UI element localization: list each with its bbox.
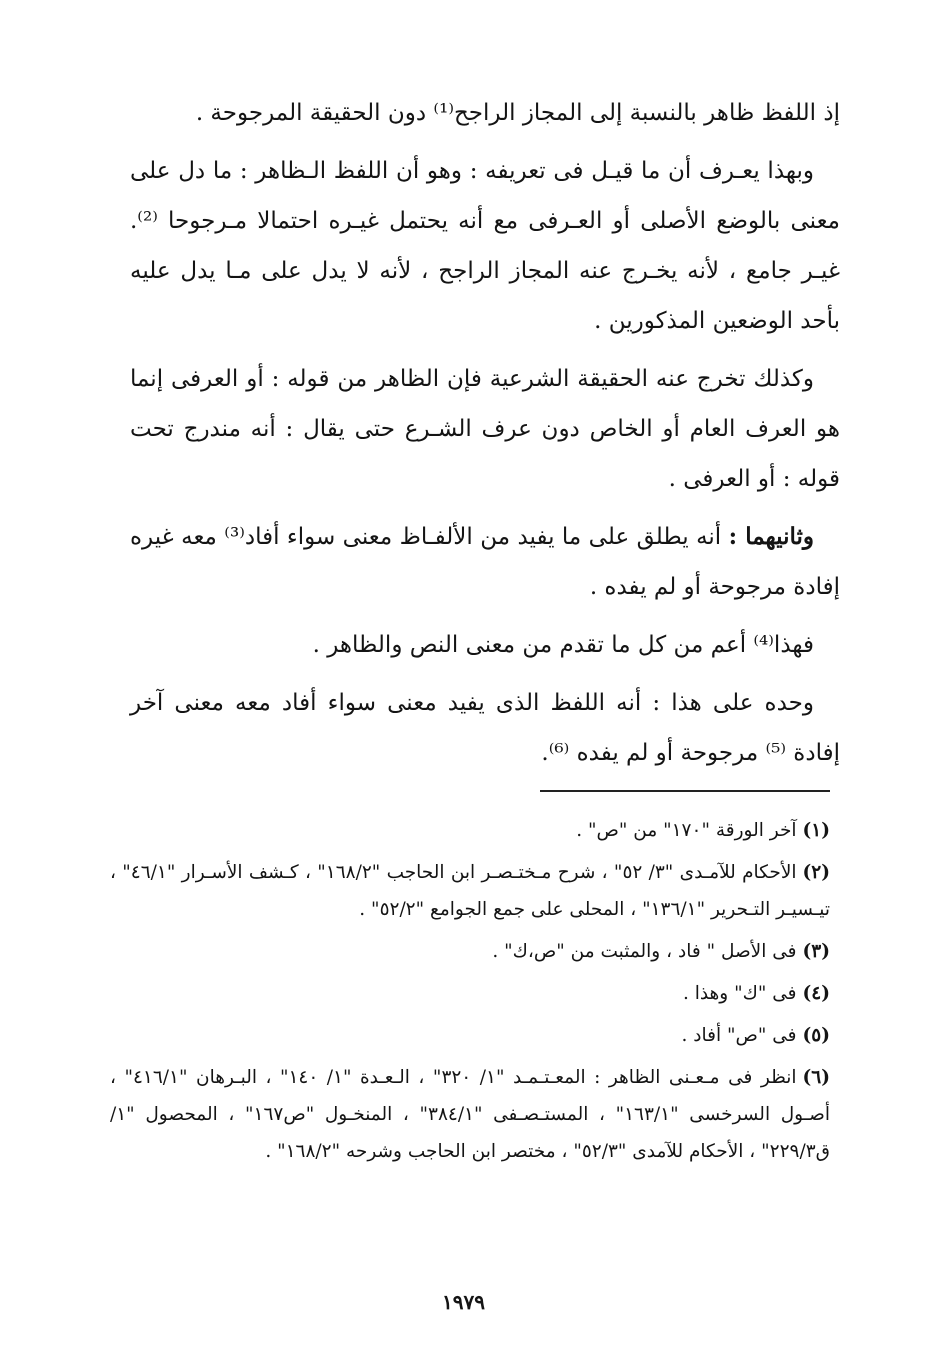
footnotes: [110, 812, 830, 1175]
footnote-number: (٥): [802, 1025, 830, 1046]
footnote-text: انظر فى مـعـنى الظاهر : المعـتـمـد "١/ ٣٢٠" ، الـعـدة "١/ ١٤٠" ، البـرهان "٤١٦/١" ، أصـول السرخسى "١٦٣/١" ، المستـصـفى "٣٨٤/١" ، المنخـول "ص١٦٧" ، المحصول "١/ق٢٢٩/٣" ، الأحكام للآمدى "٥٢/٣" ، مختصر ابن الحاجب وشرحه "١٦٨/٢" .: [110, 1067, 830, 1162]
footnote-3: [110, 933, 830, 970]
paragraph-4: [130, 512, 840, 612]
footnote-text: فى "ص" أفاد .: [681, 1025, 797, 1046]
footnote-separator: [540, 790, 830, 792]
footnote-text: فى الأصل " فاد ، والمثبت من "ص،ك" .: [492, 941, 797, 962]
main-text: [130, 88, 840, 786]
paragraph-4-lead: وثانيهما :: [728, 523, 814, 550]
page-number: ١٩٧٩: [442, 1290, 485, 1314]
footnote-number: (٣): [802, 941, 830, 962]
paragraph-5: فهذا⁽⁴⁾ أعم من كل ما تقدم من معنى النص والظاهر .: [312, 632, 814, 658]
paragraph-1: إذ اللفظ ظاهر بالنسبة إلى المجاز الراجح⁽¹⁾ دون الحقيقة المرجوحة .: [195, 100, 840, 126]
footnote-6: [110, 1059, 830, 1170]
footnote-number: (٤): [802, 983, 830, 1004]
footnote-text: الأحكام للآمـدى "٣/ ٥٢" ، شرح مـختـصـر ابن الحاجب "١٦٨/٢" ، كـشف الأسـرار "٤٦/١" ، تيـسيـر التـحرير "١٣٦/١" ، المحلى على جمع الجوامع "٥٢/٢" .: [110, 862, 830, 920]
footnote-number: (٢): [802, 862, 830, 883]
footnote-1: [110, 812, 830, 849]
footnote-text: فى "ك" وهذا .: [682, 983, 797, 1004]
paragraph-6: وحده على هذا : أنه اللفظ الذى يفيد معنى سواء أفاد معه معنى آخر إفادة ⁽⁵⁾ مرجوحة أو لم يفده ⁽⁶⁾.: [130, 690, 840, 766]
paragraph-3: وكذلك تخرج عنه الحقيقة الشرعية فإن الظاهر من قوله : أو العرفى إنما هو العرف العام أو الخاص دون عرف الشـرع حتى يقال : أنه مندرج تحت قوله : أو العرفى .: [130, 366, 840, 492]
footnote-4: [110, 975, 830, 1012]
footnote-number: (١): [802, 820, 830, 841]
footnote-2: [110, 854, 830, 928]
footnote-5: [110, 1017, 830, 1054]
footnote-text: آخر الورقة "١٧٠" من "ص" .: [576, 820, 797, 841]
paragraph-2: وبهذا يعـرف أن ما قيـل فى تعريفه : وهو أن اللفظ الـظاهر : ما دل على معنى بالوضع الأصلى أو العـرفى مع أنه يحتمل غيـره احتمالا مـرجوحا ⁽²⁾. غيـر جامع ، لأنه يخـرج عنه المجاز الراجح ، لأنه لا يدل على مـا يدل عليه بأحد الوضعين المذكورين .: [130, 158, 840, 334]
footnote-number: (٦): [802, 1067, 830, 1088]
paragraph-4-text: أنه يطلق على ما يفيد من الألفـاظ معنى سواء أفاد⁽³⁾ معه غيره إفادة مرجوحة أو لم يفده .: [130, 524, 840, 600]
